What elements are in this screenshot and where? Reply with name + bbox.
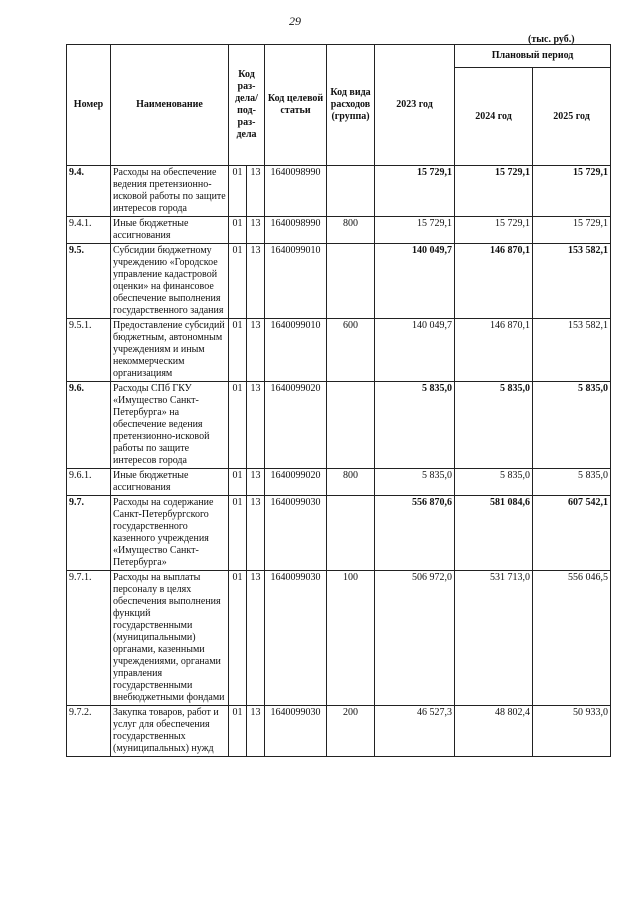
row-expense-type bbox=[327, 166, 375, 217]
row-subsection: 13 bbox=[247, 382, 265, 469]
row-value-2024: 5 835,0 bbox=[455, 469, 533, 496]
row-name: Иные бюджетные ассигнования bbox=[111, 469, 229, 496]
header-year-2023: 2023 год bbox=[375, 45, 455, 166]
row-name: Расходы на выплаты персоналу в целях обеспечения выполнения функций государственными (муниципальными) органами, казенными учреждениями, органами управления государственными внебюджетными фондами bbox=[111, 571, 229, 706]
row-number: 9.4.1. bbox=[67, 217, 111, 244]
row-target: 1640099010 bbox=[265, 319, 327, 382]
table-row bbox=[67, 319, 611, 382]
row-value-2024: 48 802,4 bbox=[455, 706, 533, 757]
row-value-2023: 140 049,7 bbox=[375, 244, 455, 319]
row-value-2024: 15 729,1 bbox=[455, 166, 533, 217]
table-row bbox=[67, 571, 611, 706]
row-section: 01 bbox=[229, 571, 247, 706]
row-value-2023: 15 729,1 bbox=[375, 166, 455, 217]
row-section: 01 bbox=[229, 166, 247, 217]
row-section: 01 bbox=[229, 382, 247, 469]
row-value-2025: 15 729,1 bbox=[533, 166, 611, 217]
row-name: Расходы СПб ГКУ «Имущество Санкт-Петербурга» на обеспечение ведения претензионно-исковой работы по защите интересов города bbox=[111, 382, 229, 469]
row-target: 1640099010 bbox=[265, 244, 327, 319]
row-name: Иные бюджетные ассигнования bbox=[111, 217, 229, 244]
row-name: Расходы на содержание Санкт-Петербургского государственного казенного учреждения «Имущество Санкт-Петербурга» bbox=[111, 496, 229, 571]
row-value-2023: 140 049,7 bbox=[375, 319, 455, 382]
row-expense-type: 600 bbox=[327, 319, 375, 382]
row-number: 9.7. bbox=[67, 496, 111, 571]
row-value-2025: 15 729,1 bbox=[533, 217, 611, 244]
row-subsection: 13 bbox=[247, 469, 265, 496]
row-number: 9.7.2. bbox=[67, 706, 111, 757]
row-expense-type bbox=[327, 244, 375, 319]
row-value-2023: 5 835,0 bbox=[375, 469, 455, 496]
row-number: 9.4. bbox=[67, 166, 111, 217]
table-body bbox=[67, 166, 611, 757]
table-row bbox=[67, 244, 611, 319]
row-value-2025: 5 835,0 bbox=[533, 469, 611, 496]
row-value-2024: 15 729,1 bbox=[455, 217, 533, 244]
row-target: 1640099020 bbox=[265, 469, 327, 496]
row-target: 1640098990 bbox=[265, 166, 327, 217]
row-value-2025: 5 835,0 bbox=[533, 382, 611, 469]
row-subsection: 13 bbox=[247, 496, 265, 571]
table-row bbox=[67, 706, 611, 757]
row-expense-type: 800 bbox=[327, 469, 375, 496]
row-value-2024: 146 870,1 bbox=[455, 319, 533, 382]
row-expense-type bbox=[327, 382, 375, 469]
header-section: Код раз-дела/ под-раз-дела bbox=[229, 45, 265, 166]
budget-table bbox=[66, 44, 611, 757]
row-value-2024: 581 084,6 bbox=[455, 496, 533, 571]
row-value-2025: 153 582,1 bbox=[533, 319, 611, 382]
table-row bbox=[67, 382, 611, 469]
row-value-2025: 153 582,1 bbox=[533, 244, 611, 319]
row-value-2025: 556 046,5 bbox=[533, 571, 611, 706]
header-name: Наименование bbox=[111, 45, 229, 166]
header-number: Номер bbox=[67, 45, 111, 166]
row-name: Закупка товаров, работ и услуг для обеспечения государственных (муниципальных) нужд bbox=[111, 706, 229, 757]
row-number: 9.5.1. bbox=[67, 319, 111, 382]
row-number: 9.6. bbox=[67, 382, 111, 469]
header-plan-period: Плановый период bbox=[455, 45, 611, 68]
row-name: Предоставление субсидий бюджетным, автономным учреждениям и иным некоммерческим организациям bbox=[111, 319, 229, 382]
row-expense-type: 800 bbox=[327, 217, 375, 244]
header-year-2025: 2025 год bbox=[533, 68, 611, 166]
row-subsection: 13 bbox=[247, 244, 265, 319]
row-value-2024: 5 835,0 bbox=[455, 382, 533, 469]
row-value-2025: 607 542,1 bbox=[533, 496, 611, 571]
page-number: 29 bbox=[289, 14, 301, 28]
header-expense-type: Код вида расходов (группа) bbox=[327, 45, 375, 166]
row-section: 01 bbox=[229, 469, 247, 496]
row-number: 9.5. bbox=[67, 244, 111, 319]
row-value-2023: 556 870,6 bbox=[375, 496, 455, 571]
row-target: 1640099030 bbox=[265, 571, 327, 706]
row-target: 1640099020 bbox=[265, 382, 327, 469]
row-number: 9.6.1. bbox=[67, 469, 111, 496]
row-expense-type bbox=[327, 496, 375, 571]
row-value-2023: 5 835,0 bbox=[375, 382, 455, 469]
row-value-2024: 146 870,1 bbox=[455, 244, 533, 319]
row-section: 01 bbox=[229, 706, 247, 757]
row-subsection: 13 bbox=[247, 571, 265, 706]
row-target: 1640099030 bbox=[265, 496, 327, 571]
row-subsection: 13 bbox=[247, 706, 265, 757]
table-row bbox=[67, 469, 611, 496]
row-value-2023: 46 527,3 bbox=[375, 706, 455, 757]
row-number: 9.7.1. bbox=[67, 571, 111, 706]
table-row bbox=[67, 166, 611, 217]
row-expense-type: 200 bbox=[327, 706, 375, 757]
row-section: 01 bbox=[229, 319, 247, 382]
table-row bbox=[67, 496, 611, 571]
row-subsection: 13 bbox=[247, 319, 265, 382]
row-name: Расходы на обеспечение ведения претензионно-исковой работы по защите интересов города bbox=[111, 166, 229, 217]
row-value-2023: 506 972,0 bbox=[375, 571, 455, 706]
row-subsection: 13 bbox=[247, 166, 265, 217]
row-expense-type: 100 bbox=[327, 571, 375, 706]
row-target: 1640098990 bbox=[265, 217, 327, 244]
row-section: 01 bbox=[229, 217, 247, 244]
header-year-2024: 2024 год bbox=[455, 68, 533, 166]
header-target: Код целевой статьи bbox=[265, 45, 327, 166]
row-value-2024: 531 713,0 bbox=[455, 571, 533, 706]
units-label: (тыс. руб.) bbox=[528, 34, 575, 45]
row-target: 1640099030 bbox=[265, 706, 327, 757]
row-subsection: 13 bbox=[247, 217, 265, 244]
row-section: 01 bbox=[229, 244, 247, 319]
row-section: 01 bbox=[229, 496, 247, 571]
row-name: Субсидии бюджетному учреждению «Городское управление кадастровой оценки» на финансовое обеспечение выполнения государственного задания bbox=[111, 244, 229, 319]
row-value-2023: 15 729,1 bbox=[375, 217, 455, 244]
row-value-2025: 50 933,0 bbox=[533, 706, 611, 757]
table-row bbox=[67, 217, 611, 244]
